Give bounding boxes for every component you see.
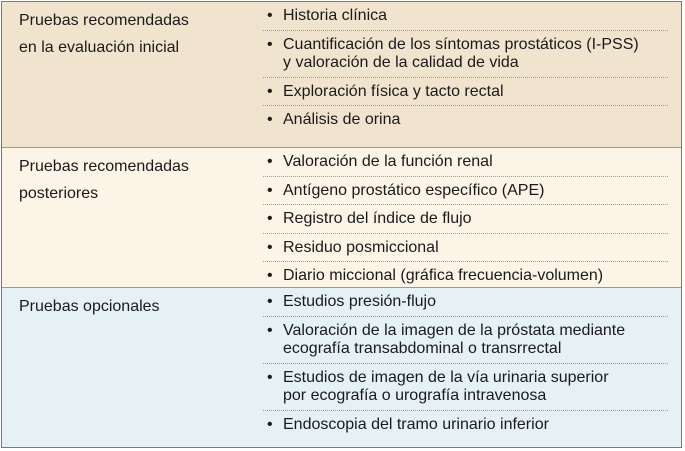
bullet-icon: • — [267, 238, 273, 256]
item-text-line: por ecografía o urografía intravenosa — [283, 387, 547, 404]
bullet-icon: • — [267, 210, 273, 227]
list-item — [263, 30, 668, 77]
item-text: Registro del índice de flujo — [283, 210, 472, 227]
bullet-icon: • — [267, 153, 273, 170]
list-item — [263, 2, 668, 30]
item-text: Exploración física y tacto rectal — [283, 82, 504, 100]
item-text: Historia clínica — [283, 7, 388, 24]
category-label — [19, 293, 254, 320]
item-text-line: Estudios de imagen de la vía urinaria superior — [283, 368, 609, 386]
list-item — [263, 204, 668, 233]
recommendations-table — [1, 1, 682, 448]
list-item — [263, 176, 668, 205]
bullet-icon: • — [267, 415, 273, 433]
category-label — [19, 153, 254, 207]
category-label-line: en la evaluación inicial — [19, 39, 180, 56]
item-text-line: y valoración de la calidad de vida — [283, 54, 519, 71]
bullet-icon: • — [267, 82, 273, 100]
item-text: Antígeno prostático específico (APE) — [283, 181, 545, 199]
list-item — [263, 261, 668, 290]
list-item — [263, 316, 668, 363]
section-initial-evaluation — [2, 2, 681, 147]
bullet-icon: • — [267, 293, 273, 310]
category-label-line: posteriores — [19, 185, 99, 202]
item-text: Diario miccional (gráfica frecuencia-volumen) — [283, 267, 604, 284]
bullet-icon: • — [267, 321, 273, 339]
list-item — [263, 410, 668, 439]
bullet-icon: • — [267, 368, 273, 386]
list-item — [263, 105, 668, 134]
section-later-tests — [2, 147, 681, 287]
category-label-line: Pruebas recomendadas — [19, 12, 189, 29]
bullet-icon: • — [267, 181, 273, 199]
item-text: Endoscopia del tramo urinario inferior — [283, 415, 549, 433]
category-label — [19, 7, 254, 61]
list-item — [263, 288, 668, 316]
section-optional-tests — [2, 287, 681, 447]
list-item — [263, 363, 668, 410]
item-text: Análisis de orina — [283, 111, 401, 128]
item-text: Residuo posmiccional — [283, 238, 439, 256]
bullet-icon: • — [267, 267, 273, 284]
list-item — [263, 77, 668, 106]
list-item — [263, 148, 668, 176]
category-label-line: Pruebas recomendadas — [19, 158, 189, 175]
category-label-line: Pruebas opcionales — [19, 298, 160, 315]
item-text-line: Valoración de la imagen de la próstata mediante — [283, 321, 626, 339]
bullet-icon: • — [267, 7, 273, 24]
bullet-icon: • — [267, 35, 273, 53]
test-list — [263, 148, 668, 290]
item-text-line: Cuantificación de los síntomas prostáticos (I-PSS) — [283, 35, 639, 53]
list-item — [263, 233, 668, 262]
item-text-line: ecografía transabdominal o transrrectal — [283, 340, 562, 357]
test-list — [263, 288, 668, 438]
item-text: Estudios presión-flujo — [283, 293, 436, 310]
item-text: Valoración de la función renal — [283, 153, 493, 170]
bullet-icon: • — [267, 111, 273, 128]
test-list — [263, 2, 668, 134]
